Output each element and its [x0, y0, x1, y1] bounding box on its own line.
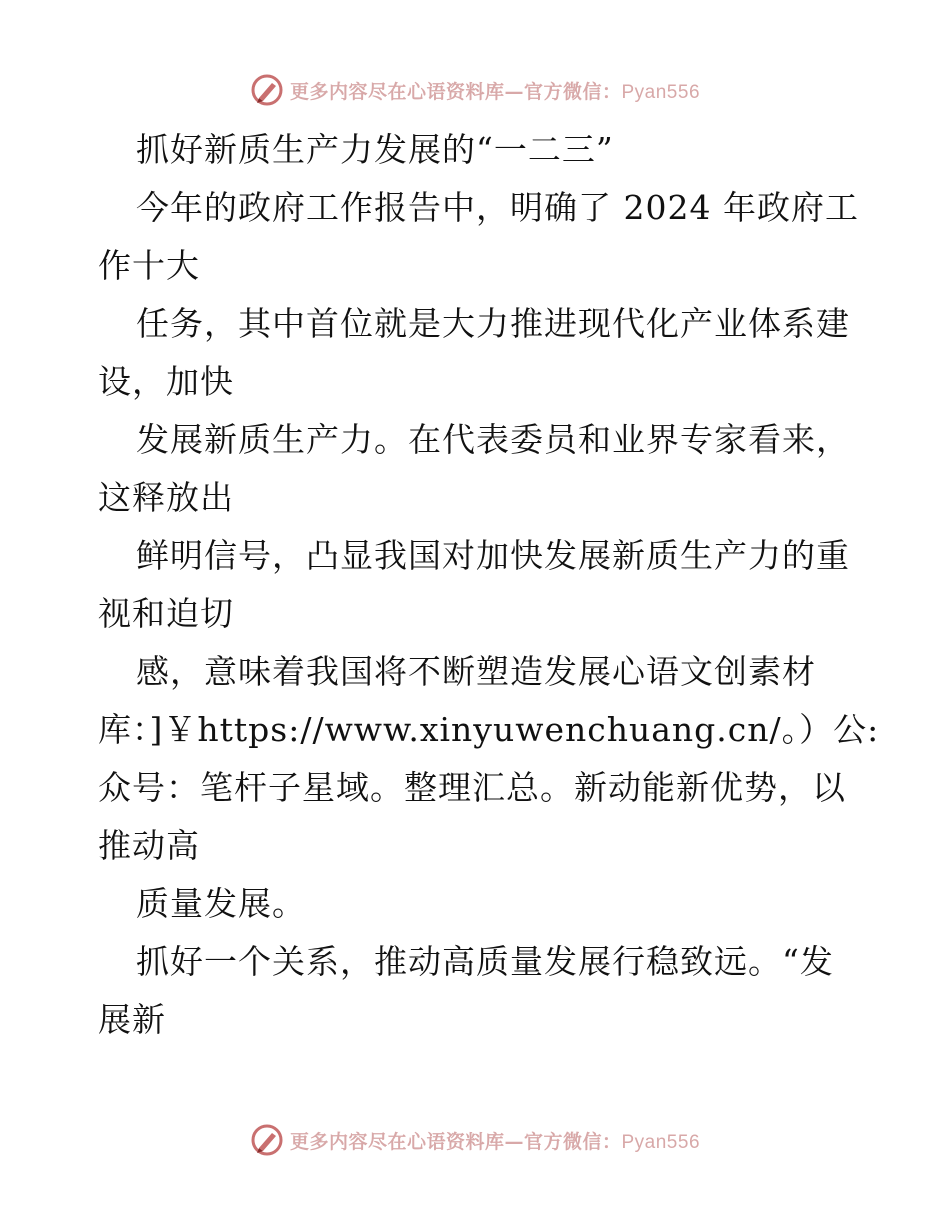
document-line: 众号：笔杆子星域。整理汇总。新动能新优势，以 — [98, 768, 846, 807]
watermark-id: Pyan556 — [621, 1131, 701, 1153]
watermark-text: 更多内容尽在心语资料库—官方微信：Pyan556 — [289, 80, 701, 103]
document-line: 作十大 — [98, 246, 200, 285]
document-line: 视和迫切 — [98, 594, 234, 633]
document-line: 鲜明信号，凸显我国对加快发展新质生产力的重 — [136, 536, 850, 575]
document-line: 抓好新质生产力发展的“一二三” — [136, 130, 614, 169]
watermark-id: Pyan556 — [621, 81, 701, 103]
document-line: 感，意味着我国将不断塑造发展心语文创素材 — [136, 652, 816, 691]
document-line: 今年的政府工作报告中，明确了 2024 年政府工 — [136, 188, 859, 227]
document-line: 库：]￥https://www.xinyuwenchuang.cn/。）公: — [98, 710, 880, 749]
pen-logo-icon — [250, 1123, 284, 1157]
document-body — [98, 121, 880, 1049]
document-line: 发展新质生产力。在代表委员和业界专家看来， — [136, 420, 850, 459]
document-line: 设，加快 — [98, 362, 234, 401]
watermark-banner-top — [0, 70, 950, 110]
document-line: 抓好一个关系，推动高质量发展行稳致远。“发 — [136, 942, 834, 981]
pen-logo-icon — [250, 73, 284, 107]
watermark-text: 更多内容尽在心语资料库—官方微信：Pyan556 — [289, 1130, 701, 1153]
document-line: 展新 — [98, 1000, 166, 1039]
document-line: 任务，其中首位就是大力推进现代化产业体系建 — [136, 304, 850, 343]
document-line: 质量发展。 — [136, 884, 306, 923]
watermark-banner-bottom — [0, 1120, 950, 1160]
document-line: 推动高 — [98, 826, 200, 865]
document-line: 这释放出 — [98, 478, 234, 517]
